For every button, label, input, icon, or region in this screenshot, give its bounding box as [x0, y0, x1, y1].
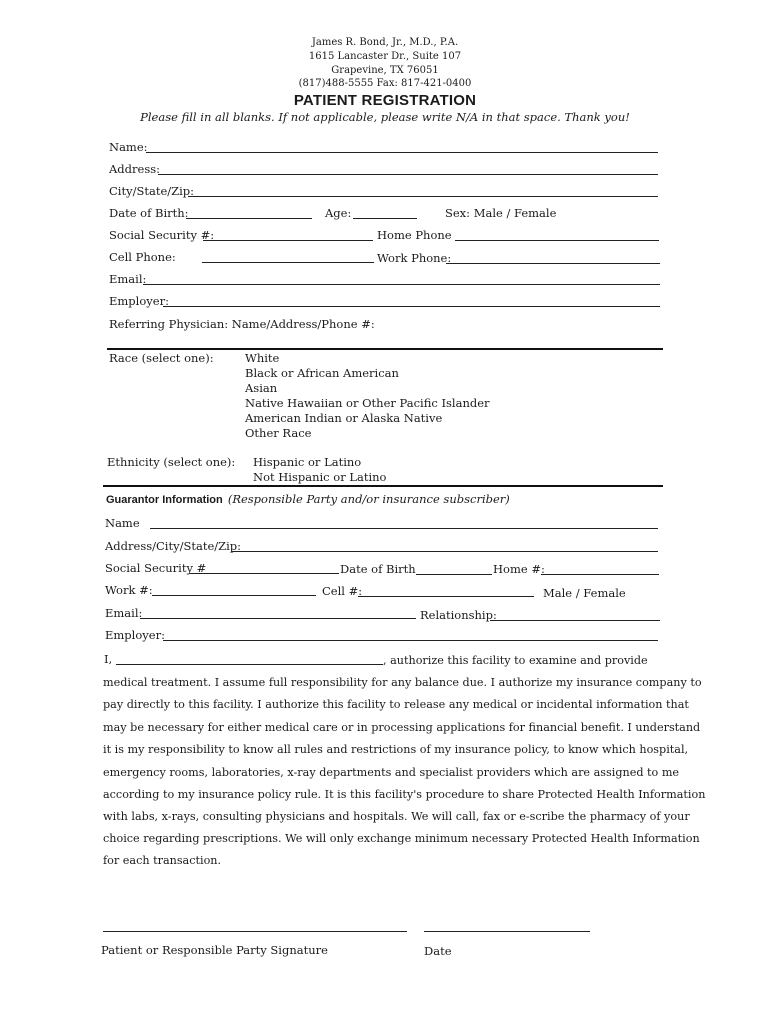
signature-line	[103, 931, 407, 932]
guarantor-home-line	[541, 574, 659, 575]
address-field[interactable]	[160, 160, 656, 174]
practice-city: Grapevine, TX 76051	[331, 65, 439, 76]
email-line	[143, 284, 660, 285]
race-option-other[interactable]: Other Race	[245, 426, 312, 440]
work-phone-field[interactable]	[448, 249, 658, 263]
guarantor-name-line	[150, 528, 658, 529]
guarantor-sex-option[interactable]: Male / Female	[543, 586, 626, 600]
guarantor-relationship-field[interactable]	[492, 606, 658, 620]
age-line	[353, 218, 417, 219]
email-field[interactable]	[145, 270, 658, 284]
authorization-text-line: it is my responsibility to know all rules and restrictions of my insurance policy, to know which hospital,	[103, 743, 689, 756]
guarantor-cell-line	[358, 596, 534, 597]
ssn-label: Social Security #:	[109, 228, 215, 242]
age-field[interactable]	[355, 204, 415, 218]
date-field[interactable]	[426, 915, 588, 929]
guarantor-ssn-field[interactable]	[191, 559, 337, 573]
guarantor-name-label: Name	[105, 516, 140, 530]
practice-name: James R. Bond, Jr., M.D., P.A.	[311, 37, 459, 48]
guarantor-relationship-label: Relationship:	[420, 608, 497, 622]
guarantor-address-line	[232, 551, 658, 552]
dob-label: Date of Birth:	[109, 206, 189, 220]
referring-physician-label: Referring Physician: Name/Address/Phone #:	[109, 317, 375, 331]
guarantor-dob-field[interactable]	[418, 560, 490, 574]
cell-phone-field[interactable]	[204, 248, 372, 262]
signature-field[interactable]	[105, 915, 405, 929]
guarantor-dob-line	[416, 574, 492, 575]
guarantor-address-field[interactable]	[234, 537, 656, 551]
employer-label: Employer:	[109, 294, 169, 308]
form-title: PATIENT REGISTRATION	[293, 92, 477, 109]
signature-label: Patient or Responsible Party Signature	[101, 943, 328, 957]
section-divider-race	[107, 348, 663, 350]
guarantor-heading-row	[106, 488, 510, 507]
guarantor-work-label: Work #:	[105, 583, 153, 597]
work-phone-line	[446, 263, 660, 264]
authorization-i-label: I,	[104, 652, 113, 666]
cell-phone-label: Cell Phone:	[109, 250, 176, 264]
guarantor-email-label: Email:	[105, 606, 143, 620]
authorization-text-line: may be necessary for either medical care or in processing applications for financial benefit. I understand	[103, 721, 701, 734]
employer-line	[163, 306, 660, 307]
home-phone-line	[455, 240, 659, 241]
authorization-text-line: choice regarding prescriptions. We will only exchange minimum necessary Protected Health Information	[103, 832, 700, 845]
guarantor-ssn-line	[189, 573, 339, 574]
race-option-white[interactable]: White	[245, 351, 280, 365]
name-label: Name:	[109, 140, 148, 154]
cell-phone-line	[202, 262, 374, 263]
authorization-text-line: with labs, x-rays, consulting physicians and hospitals. We will call, fax or e-scribe the pharmacy of your	[103, 810, 690, 823]
ethnicity-option-not-hispanic[interactable]: Not Hispanic or Latino	[253, 470, 387, 484]
guarantor-work-field[interactable]	[154, 581, 314, 595]
name-line	[146, 152, 658, 153]
authorization-text-line: according to my insurance policy rule. It is this facility's procedure to share Protected Health Information	[103, 788, 706, 801]
race-option-black[interactable]: Black or African American	[245, 366, 399, 380]
section-divider-guarantor	[103, 485, 663, 487]
authorization-name-line	[116, 664, 383, 665]
work-phone-label: Work Phone:	[377, 251, 452, 265]
guarantor-email-field[interactable]	[142, 604, 414, 618]
city-state-zip-field[interactable]	[190, 182, 656, 196]
ethnicity-option-hispanic[interactable]: Hispanic or Latino	[253, 455, 362, 469]
dob-field[interactable]	[188, 204, 310, 218]
guarantor-dob-label: Date of Birth	[340, 562, 416, 576]
city-state-zip-line	[188, 196, 658, 197]
ssn-field[interactable]	[205, 226, 371, 240]
age-label: Age:	[325, 206, 352, 220]
form-instructions: Please fill in all blanks. If not applicable, please write N/A in that space. Thank you!	[140, 110, 630, 124]
address-label: Address:	[109, 162, 161, 176]
date-line	[424, 931, 590, 932]
address-line	[158, 174, 658, 175]
guarantor-home-field[interactable]	[543, 560, 657, 574]
authorization-text-line: medical treatment. I assume full responsibility for any balance due. I authorize my insurance company to	[103, 676, 702, 689]
date-label: Date	[424, 944, 452, 958]
guarantor-employer-line	[163, 640, 658, 641]
guarantor-email-line	[140, 618, 416, 619]
guarantor-home-label: Home #:	[493, 562, 545, 576]
race-label: Race (select one):	[109, 351, 214, 365]
authorization-name-field[interactable]	[118, 650, 381, 664]
city-state-zip-label: City/State/Zip:	[109, 184, 195, 198]
guarantor-employer-field[interactable]	[165, 626, 656, 640]
guarantor-ssn-label: Social Security #	[105, 561, 207, 575]
authorization-intro-text: , authorize this facility to examine and provide	[383, 654, 648, 667]
ethnicity-label: Ethnicity (select one):	[107, 455, 236, 469]
home-phone-field[interactable]	[457, 226, 657, 240]
guarantor-relationship-line	[490, 620, 660, 621]
guarantor-subheading: (Responsible Party and/or insurance subscriber)	[227, 492, 510, 506]
guarantor-cell-label: Cell #:	[322, 584, 363, 598]
email-label: Email:	[109, 272, 147, 286]
race-option-asian[interactable]: Asian	[245, 381, 278, 395]
guarantor-address-label: Address/City/State/Zip:	[105, 539, 242, 553]
employer-field[interactable]	[165, 292, 658, 306]
guarantor-heading: Guarantor Information	[106, 494, 223, 506]
race-option-pacific-islander[interactable]: Native Hawaiian or Other Pacific Islander	[245, 396, 490, 410]
guarantor-name-field[interactable]	[152, 514, 656, 528]
authorization-text-line: emergency rooms, laboratories, x-ray departments and specialist providers which are assigned to me	[103, 766, 680, 779]
dob-line	[186, 218, 312, 219]
guarantor-work-line	[152, 595, 316, 596]
sex-option[interactable]: Sex: Male / Female	[445, 206, 557, 220]
guarantor-employer-label: Employer:	[105, 628, 165, 642]
guarantor-cell-field[interactable]	[360, 582, 532, 596]
authorization-text-line: pay directly to this facility. I authorize this facility to release any medical or incidental information that	[103, 698, 689, 711]
practice-phone-fax: (817)488-5555 Fax: 817-421-0400	[298, 78, 472, 89]
race-option-american-indian[interactable]: American Indian or Alaska Native	[245, 411, 443, 425]
authorization-text-line: for each transaction.	[103, 854, 222, 867]
ssn-line	[203, 240, 373, 241]
name-field[interactable]	[148, 138, 656, 152]
home-phone-label: Home Phone	[377, 228, 452, 242]
practice-street: 1615 Lancaster Dr., Suite 107	[308, 51, 462, 62]
